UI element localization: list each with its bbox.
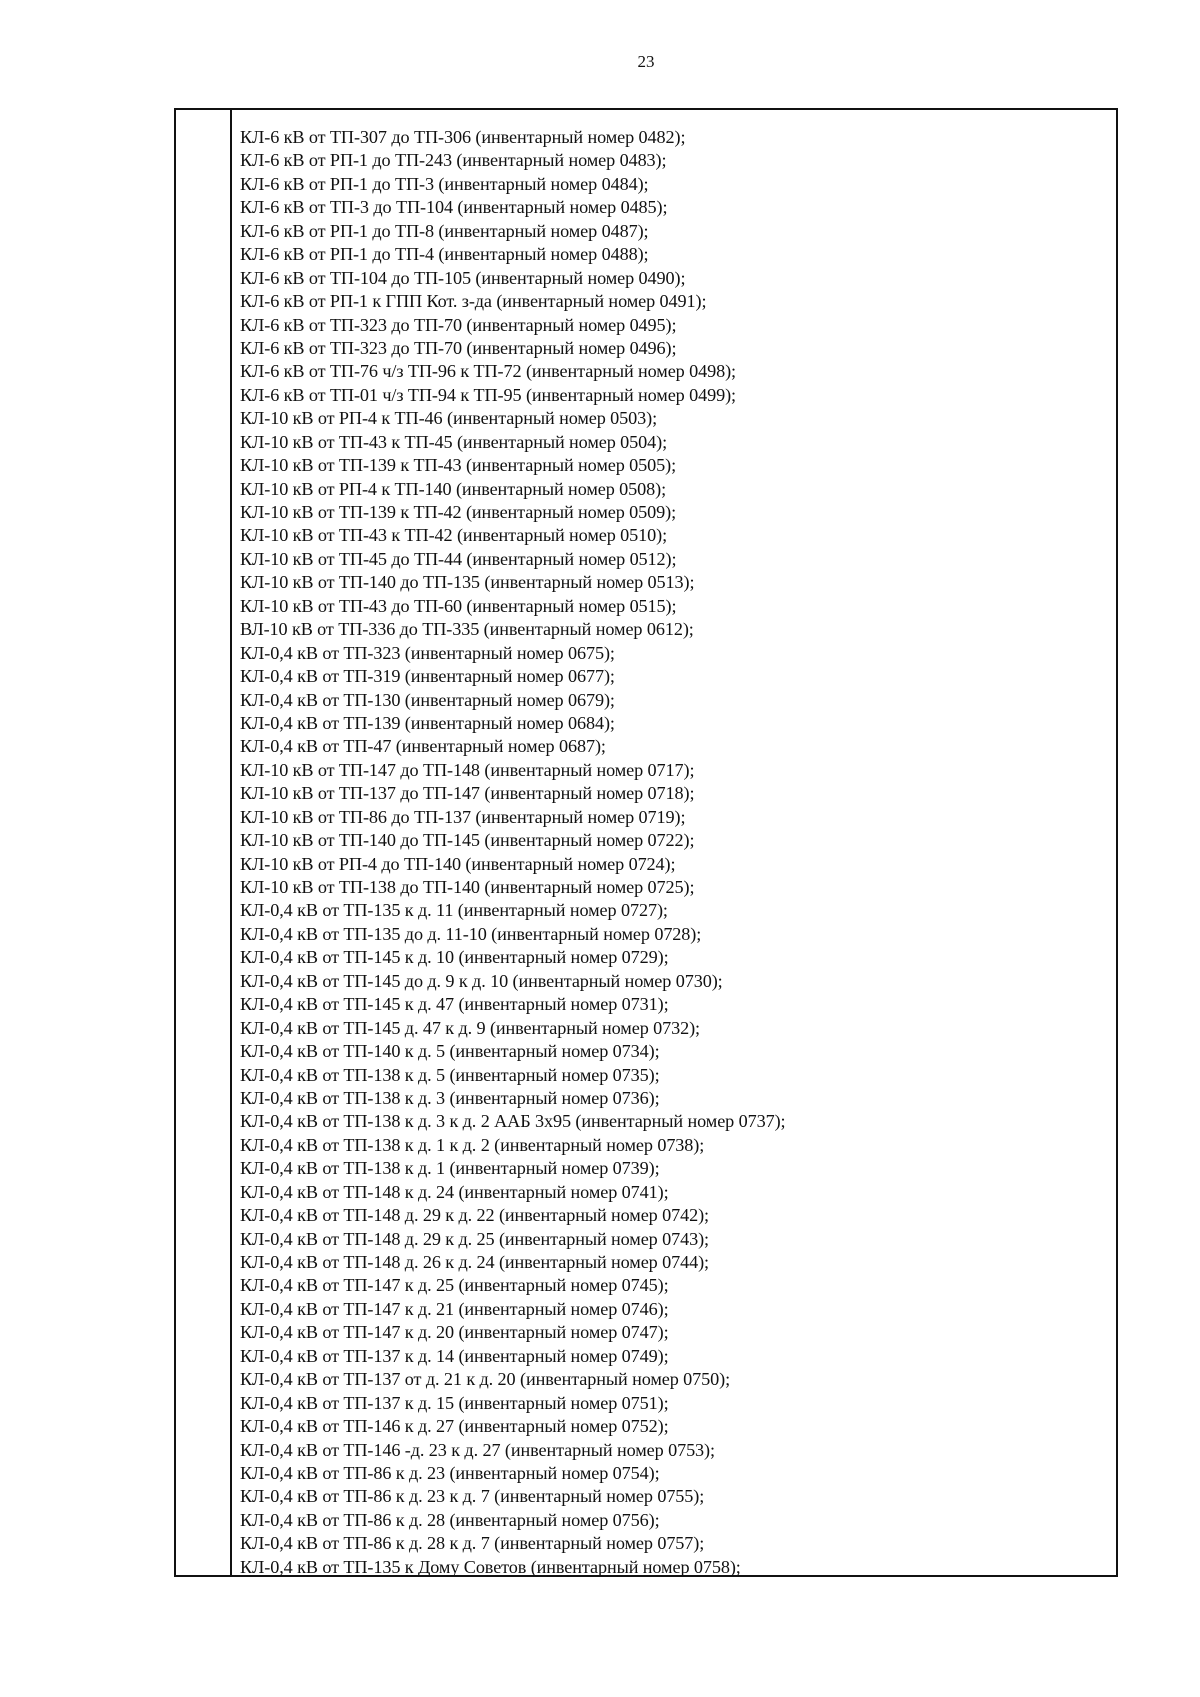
cable-line-entry: КЛ-0,4 кВ от ТП-148 д. 26 к д. 24 (инвентарный номер 0744); xyxy=(240,1252,710,1272)
cable-line-entry: КЛ-10 кВ от ТП-43 к ТП-42 (инвентарный номер 0510); xyxy=(240,525,668,546)
cable-line-entry: КЛ-6 кВ от ТП-01 ч/з ТП-94 к ТП-95 (инвентарный номер 0499); xyxy=(240,384,737,405)
cable-line-entry: КЛ-0,4 кВ от ТП-135 к Дому Советов (инвентарный номер 0758); xyxy=(240,1556,741,1577)
cable-line-entry: КЛ-6 кВ от ТП-104 до ТП-105 (инвентарный номер 0490); xyxy=(240,267,686,288)
cable-line-entry: КЛ-0,4 кВ от ТП-86 к д. 23 (инвентарный номер 0754); xyxy=(240,1462,660,1483)
cable-line-entry: КЛ-0,4 кВ от ТП-147 к д. 20 (инвентарный номер 0747); xyxy=(240,1322,669,1343)
cable-line-entry: КЛ-10 кВ от ТП-45 до ТП-44 (инвентарный номер 0512); xyxy=(240,548,677,569)
cable-line-entry: КЛ-10 кВ от ТП-147 до ТП-148 (инвентарный номер 0717); xyxy=(240,759,695,780)
cable-line-entry: КЛ-10 кВ от ТП-43 к ТП-45 (инвентарный номер 0504); xyxy=(240,431,668,452)
page-number: 23 xyxy=(637,52,655,71)
cable-line-entry: КЛ-0,4 кВ от ТП-138 к д. 3 к д. 2 ААБ 3х95 (инвентарный номер 0737); xyxy=(240,1111,786,1132)
cable-line-entry: КЛ-0,4 кВ от ТП-140 к д. 5 (инвентарный номер 0734); xyxy=(240,1041,660,1062)
cable-line-entry: КЛ-0,4 кВ от ТП-137 к д. 14 (инвентарный номер 0749); xyxy=(240,1345,669,1366)
cable-line-entry: КЛ-6 кВ от РП-1 до ТП-243 (инвентарный номер 0483); xyxy=(240,150,667,171)
cable-line-entry: КЛ-6 кВ от РП-1 до ТП-3 (инвентарный номер 0484); xyxy=(240,173,649,194)
cable-line-entry: КЛ-6 кВ от ТП-323 до ТП-70 (инвентарный номер 0496); xyxy=(240,337,677,358)
cable-line-entry: КЛ-10 кВ от ТП-43 до ТП-60 (инвентарный номер 0515); xyxy=(240,595,677,616)
cable-line-entry: КЛ-0,4 кВ от ТП-138 к д. 1 (инвентарный номер 0739); xyxy=(240,1158,660,1179)
cable-line-entry: КЛ-0,4 кВ от ТП-86 к д. 28 (инвентарный номер 0756); xyxy=(240,1509,660,1530)
cable-line-entry: КЛ-10 кВ от РП-4 к ТП-140 (инвентарный номер 0508); xyxy=(240,478,667,499)
cable-line-entry: КЛ-0,4 кВ от ТП-135 до д. 11-10 (инвентарный номер 0728); xyxy=(240,923,702,944)
cable-line-entry: КЛ-0,4 кВ от ТП-146 к д. 27 (инвентарный номер 0752); xyxy=(240,1416,669,1437)
cable-line-entry: КЛ-0,4 кВ от ТП-86 к д. 28 к д. 7 (инвентарный номер 0757); xyxy=(240,1533,705,1554)
cable-line-entry: КЛ-0,4 кВ от ТП-148 д. 29 к д. 25 (инвентарный номер 0743); xyxy=(240,1228,710,1249)
cable-line-entry: КЛ-0,4 кВ от ТП-147 к д. 25 (инвентарный номер 0745); xyxy=(240,1275,669,1296)
cable-line-entry: КЛ-0,4 кВ от ТП-323 (инвентарный номер 0675); xyxy=(240,642,615,663)
cable-line-entry: КЛ-0,4 кВ от ТП-148 к д. 24 (инвентарный номер 0741); xyxy=(240,1181,669,1202)
cable-line-entry: КЛ-0,4 кВ от ТП-137 к д. 15 (инвентарный номер 0751); xyxy=(240,1392,669,1413)
document-table xyxy=(174,108,1118,1577)
cable-line-entry: КЛ-0,4 кВ от ТП-86 к д. 23 к д. 7 (инвентарный номер 0755); xyxy=(240,1486,705,1507)
cable-line-entry: КЛ-6 кВ от ТП-307 до ТП-306 (инвентарный номер 0482); xyxy=(240,127,686,147)
cable-line-entry: КЛ-10 кВ от ТП-137 до ТП-147 (инвентарный номер 0718); xyxy=(240,783,695,804)
cable-line-entry: КЛ-6 кВ от РП-1 к ГПП Кот. з-да (инвентарный номер 0491); xyxy=(240,291,707,312)
cable-line-entry: КЛ-10 кВ от ТП-86 до ТП-137 (инвентарный номер 0719); xyxy=(240,806,686,827)
cable-line-entry: КЛ-0,4 кВ от ТП-145 до д. 9 к д. 10 (инвентарный номер 0730); xyxy=(240,970,723,991)
cable-line-entry: КЛ-0,4 кВ от ТП-138 к д. 5 (инвентарный номер 0735); xyxy=(240,1064,660,1085)
cable-line-entry: КЛ-10 кВ от ТП-140 до ТП-145 (инвентарный номер 0722); xyxy=(240,830,695,851)
cable-line-entry: КЛ-0,4 кВ от ТП-146 -д. 23 к д. 27 (инвентарный номер 0753); xyxy=(240,1439,715,1460)
cable-line-entry: КЛ-6 кВ от ТП-323 до ТП-70 (инвентарный номер 0495); xyxy=(240,314,677,335)
cable-line-entry: КЛ-0,4 кВ от ТП-47 (инвентарный номер 0687); xyxy=(240,736,606,757)
cable-line-entry: КЛ-6 кВ от РП-1 до ТП-8 (инвентарный номер 0487); xyxy=(240,220,649,241)
cable-line-entry: КЛ-10 кВ от ТП-140 до ТП-135 (инвентарный номер 0513); xyxy=(240,572,695,593)
cable-line-entry: КЛ-6 кВ от ТП-3 до ТП-104 (инвентарный номер 0485); xyxy=(240,197,668,218)
cable-line-entry: КЛ-10 кВ от ТП-139 к ТП-42 (инвентарный номер 0509); xyxy=(240,502,677,522)
cable-line-entry: КЛ-0,4 кВ от ТП-130 (инвентарный номер 0679); xyxy=(240,689,615,710)
cable-line-entry: КЛ-0,4 кВ от ТП-135 к д. 11 (инвентарный номер 0727); xyxy=(240,900,668,921)
cable-line-entry: КЛ-0,4 кВ от ТП-148 д. 29 к д. 22 (инвентарный номер 0742); xyxy=(240,1205,710,1226)
cable-line-entry: КЛ-0,4 кВ от ТП-147 к д. 21 (инвентарный номер 0746); xyxy=(240,1298,669,1319)
cable-line-entry: КЛ-6 кВ от ТП-76 ч/з ТП-96 к ТП-72 (инвентарный номер 0498); xyxy=(240,361,737,382)
cable-line-entry: КЛ-0,4 кВ от ТП-137 от д. 21 к д. 20 (инвентарный номер 0750); xyxy=(240,1369,731,1390)
number-column xyxy=(176,110,232,1575)
cable-line-entry: КЛ-0,4 кВ от ТП-138 к д. 3 (инвентарный номер 0736); xyxy=(240,1087,660,1108)
cable-line-entry: КЛ-10 кВ от ТП-138 до ТП-140 (инвентарный номер 0725); xyxy=(240,877,695,897)
cable-line-entry: КЛ-0,4 кВ от ТП-319 (инвентарный номер 0677); xyxy=(240,666,615,687)
cable-line-entry: КЛ-10 кВ от ТП-139 к ТП-43 (инвентарный номер 0505); xyxy=(240,455,677,476)
cable-line-entry: КЛ-0,4 кВ от ТП-145 д. 47 к д. 9 (инвентарный номер 0732); xyxy=(240,1017,701,1038)
cable-line-entry: КЛ-10 кВ от РП-4 к ТП-46 (инвентарный номер 0503); xyxy=(240,408,658,429)
cable-line-entry: КЛ-0,4 кВ от ТП-145 к д. 10 (инвентарный номер 0729); xyxy=(240,947,669,968)
cable-line-entry: КЛ-0,4 кВ от ТП-138 к д. 1 к д. 2 (инвентарный номер 0738); xyxy=(240,1134,705,1155)
cable-line-entry: КЛ-6 кВ от РП-1 до ТП-4 (инвентарный номер 0488); xyxy=(240,244,649,265)
cable-line-entry: КЛ-0,4 кВ от ТП-145 к д. 47 (инвентарный номер 0731); xyxy=(240,994,669,1015)
cable-line-entry: КЛ-0,4 кВ от ТП-139 (инвентарный номер 0684); xyxy=(240,712,615,733)
cable-line-entry: КЛ-10 кВ от РП-4 до ТП-140 (инвентарный номер 0724); xyxy=(240,853,676,874)
cable-line-entry: ВЛ-10 кВ от ТП-336 до ТП-335 (инвентарный номер 0612); xyxy=(240,619,694,640)
description-column xyxy=(232,110,1116,1575)
